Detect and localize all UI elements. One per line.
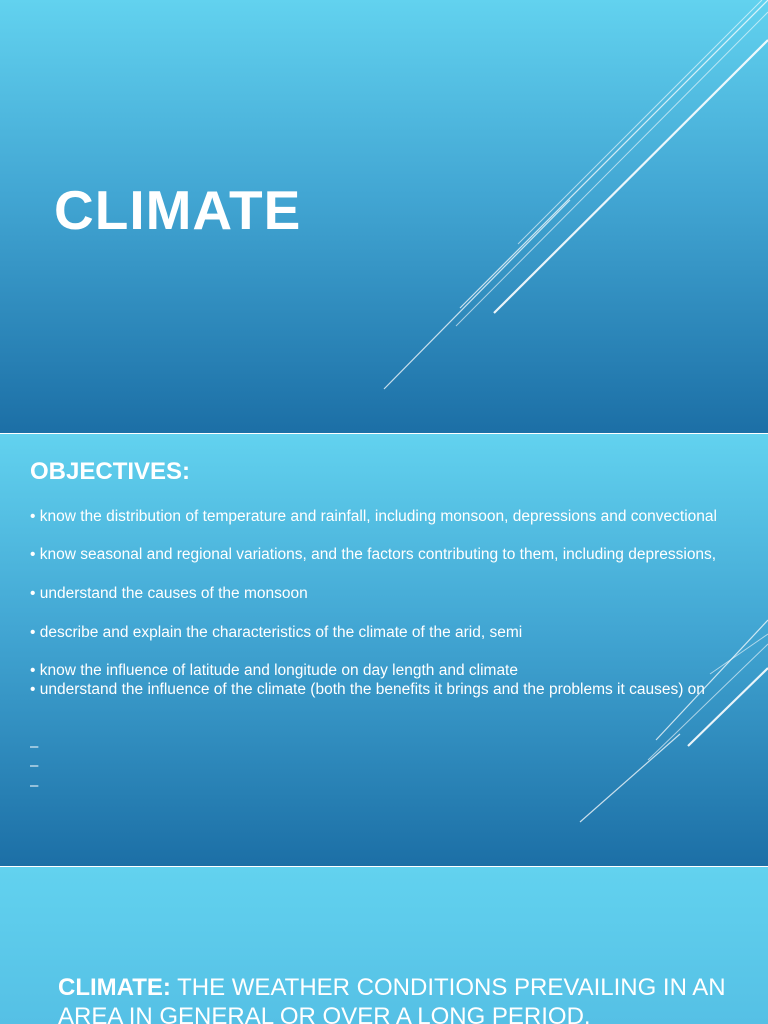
slide-title: CLIMATE <box>54 179 302 241</box>
objective-item: • understand the influence of the climate (both the benefits it brings and the problems it causes) on <box>30 681 705 698</box>
objective-item: • know seasonal and regional variations, and the factors contributing to them, including depressions, <box>30 546 717 563</box>
sub-bullet-dash: – <box>30 738 39 755</box>
objective-item: • describe and explain the characteristics of the climate of the arid, semi <box>30 624 523 641</box>
objective-item: • know the influence of latitude and longitude on day length and climate <box>30 662 518 679</box>
sub-bullet-dash: – <box>30 777 39 794</box>
objective-item: • understand the causes of the monsoon <box>30 585 308 602</box>
objectives-heading: OBJECTIVES: <box>30 458 191 485</box>
decorative-lines <box>0 434 768 866</box>
sub-bullet-dash: – <box>30 757 39 774</box>
objectives-slide <box>0 434 768 866</box>
objective-item: • know the distribution of temperature and rainfall, including monsoon, depressions and convectional <box>30 508 717 525</box>
definition-slide <box>0 867 768 1024</box>
climate-definition <box>58 973 738 1024</box>
definition-term: CLIMATE: <box>58 974 171 1001</box>
definition-text: THE WEATHER CONDITIONS PREVAILING IN AN AREA IN GENERAL OR OVER A LONG PERIOD. <box>58 974 726 1024</box>
title-slide <box>0 0 768 433</box>
